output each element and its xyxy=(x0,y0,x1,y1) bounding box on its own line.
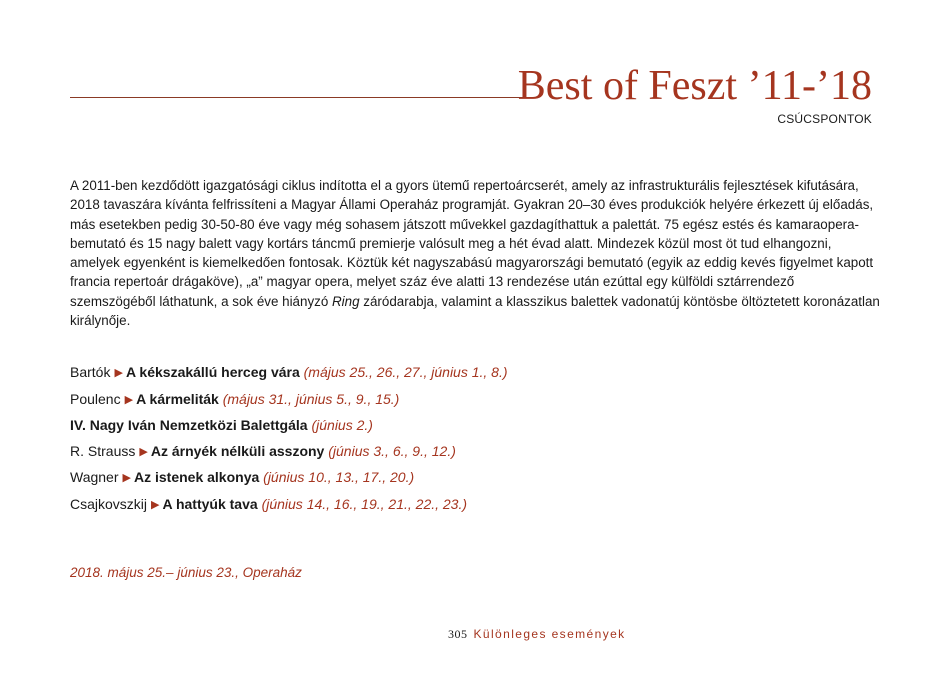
triangle-right-icon: ▶ xyxy=(114,367,123,379)
triangle-right-icon: ▶ xyxy=(124,393,134,406)
header-rule xyxy=(70,97,538,98)
event-work: Az istenek alkonya xyxy=(133,469,260,485)
event-dates: (június 14., 16., 19., 21., 22., 23.) xyxy=(261,495,468,512)
event-composer: Bartók xyxy=(70,364,111,380)
intro-ring-title: Ring xyxy=(332,293,360,309)
event-item xyxy=(70,387,508,414)
event-dates: (május 31., június 5., 9., 15.) xyxy=(222,390,400,407)
triangle-right-icon: ▶ xyxy=(151,498,160,511)
event-work: A kármeliták xyxy=(136,390,219,407)
event-item xyxy=(70,492,508,519)
event-item xyxy=(70,360,508,387)
event-item xyxy=(70,413,508,439)
page-subtitle: CSÚCSPONTOK xyxy=(777,112,872,126)
triangle-right-icon: ▶ xyxy=(122,472,131,484)
section-name: Különleges események xyxy=(473,627,626,641)
event-work: A hattyúk tava xyxy=(162,495,258,512)
event-composer: Csajkovszkij xyxy=(70,495,148,512)
event-dates: (június 3., 6., 9., 12.) xyxy=(328,442,456,459)
event-composer: Poulenc xyxy=(70,390,121,407)
event-dates: (június 10., 13., 17., 20.) xyxy=(263,469,415,485)
event-work: IV. Nagy Iván Nemzetközi Balettgála xyxy=(70,417,308,433)
event-work: Az árnyék nélküli asszony xyxy=(150,442,325,459)
intro-paragraph xyxy=(70,176,880,330)
intro-text-after: záródarabja, valamint a klasszikus balettek vadonatúj köntösbe öltöztetett koronázatlan királynője. xyxy=(70,293,880,329)
event-dates: (június 2.) xyxy=(311,417,373,433)
event-composer: Wagner xyxy=(70,469,119,485)
event-list xyxy=(70,360,508,518)
event-item xyxy=(70,465,508,492)
event-dates: (május 25., 26., 27., június 1., 8.) xyxy=(303,364,508,380)
intro-text-before: A 2011-ben kezdődött igazgatósági ciklus indította el a gyors ütemű repertoárcserét, amely az infrastrukturális fejlesztések kifutására, 2018 tavaszára kívánta felfrissíteni a Magyar Állami Operaház programját. Gyakran 20–30 éves produkciók helyére érkezett új előadás, más esetekben pedig 30-50-80 éve vagy még sohasem játszott művekkel gazdagíthattuk a palettát. 75 egész estés és kamaraopera-bemutató és 15 nagy balett vagy kortárs táncmű premierje valósult meg a hét évad alatt. Mindezek közül most öt tud elhangozni, amelyek egyenként is kiemelkedően fontosak. Köztük két nagyszabású magyarországi bemutató (egyik az eddig kevés figyelmet kapott francia repertoár drágaköve), „a” magyar opera, melyet száz éve alatti 13 rendezése után ezúttal egy külföldi sztárrendező szemszögéből láthatunk, a sok éve hiányzó xyxy=(70,178,874,309)
event-composer: R. Strauss xyxy=(70,442,136,459)
page-title: Best of Feszt ’11-’18 xyxy=(517,63,872,109)
event-item xyxy=(70,439,508,466)
page-footer xyxy=(448,627,626,642)
festival-period: 2018. május 25.– június 23., Operaház xyxy=(70,565,302,580)
page-number: 305 xyxy=(448,627,468,641)
triangle-right-icon: ▶ xyxy=(139,445,148,458)
event-work: A kékszakállú herceg vára xyxy=(125,364,300,380)
